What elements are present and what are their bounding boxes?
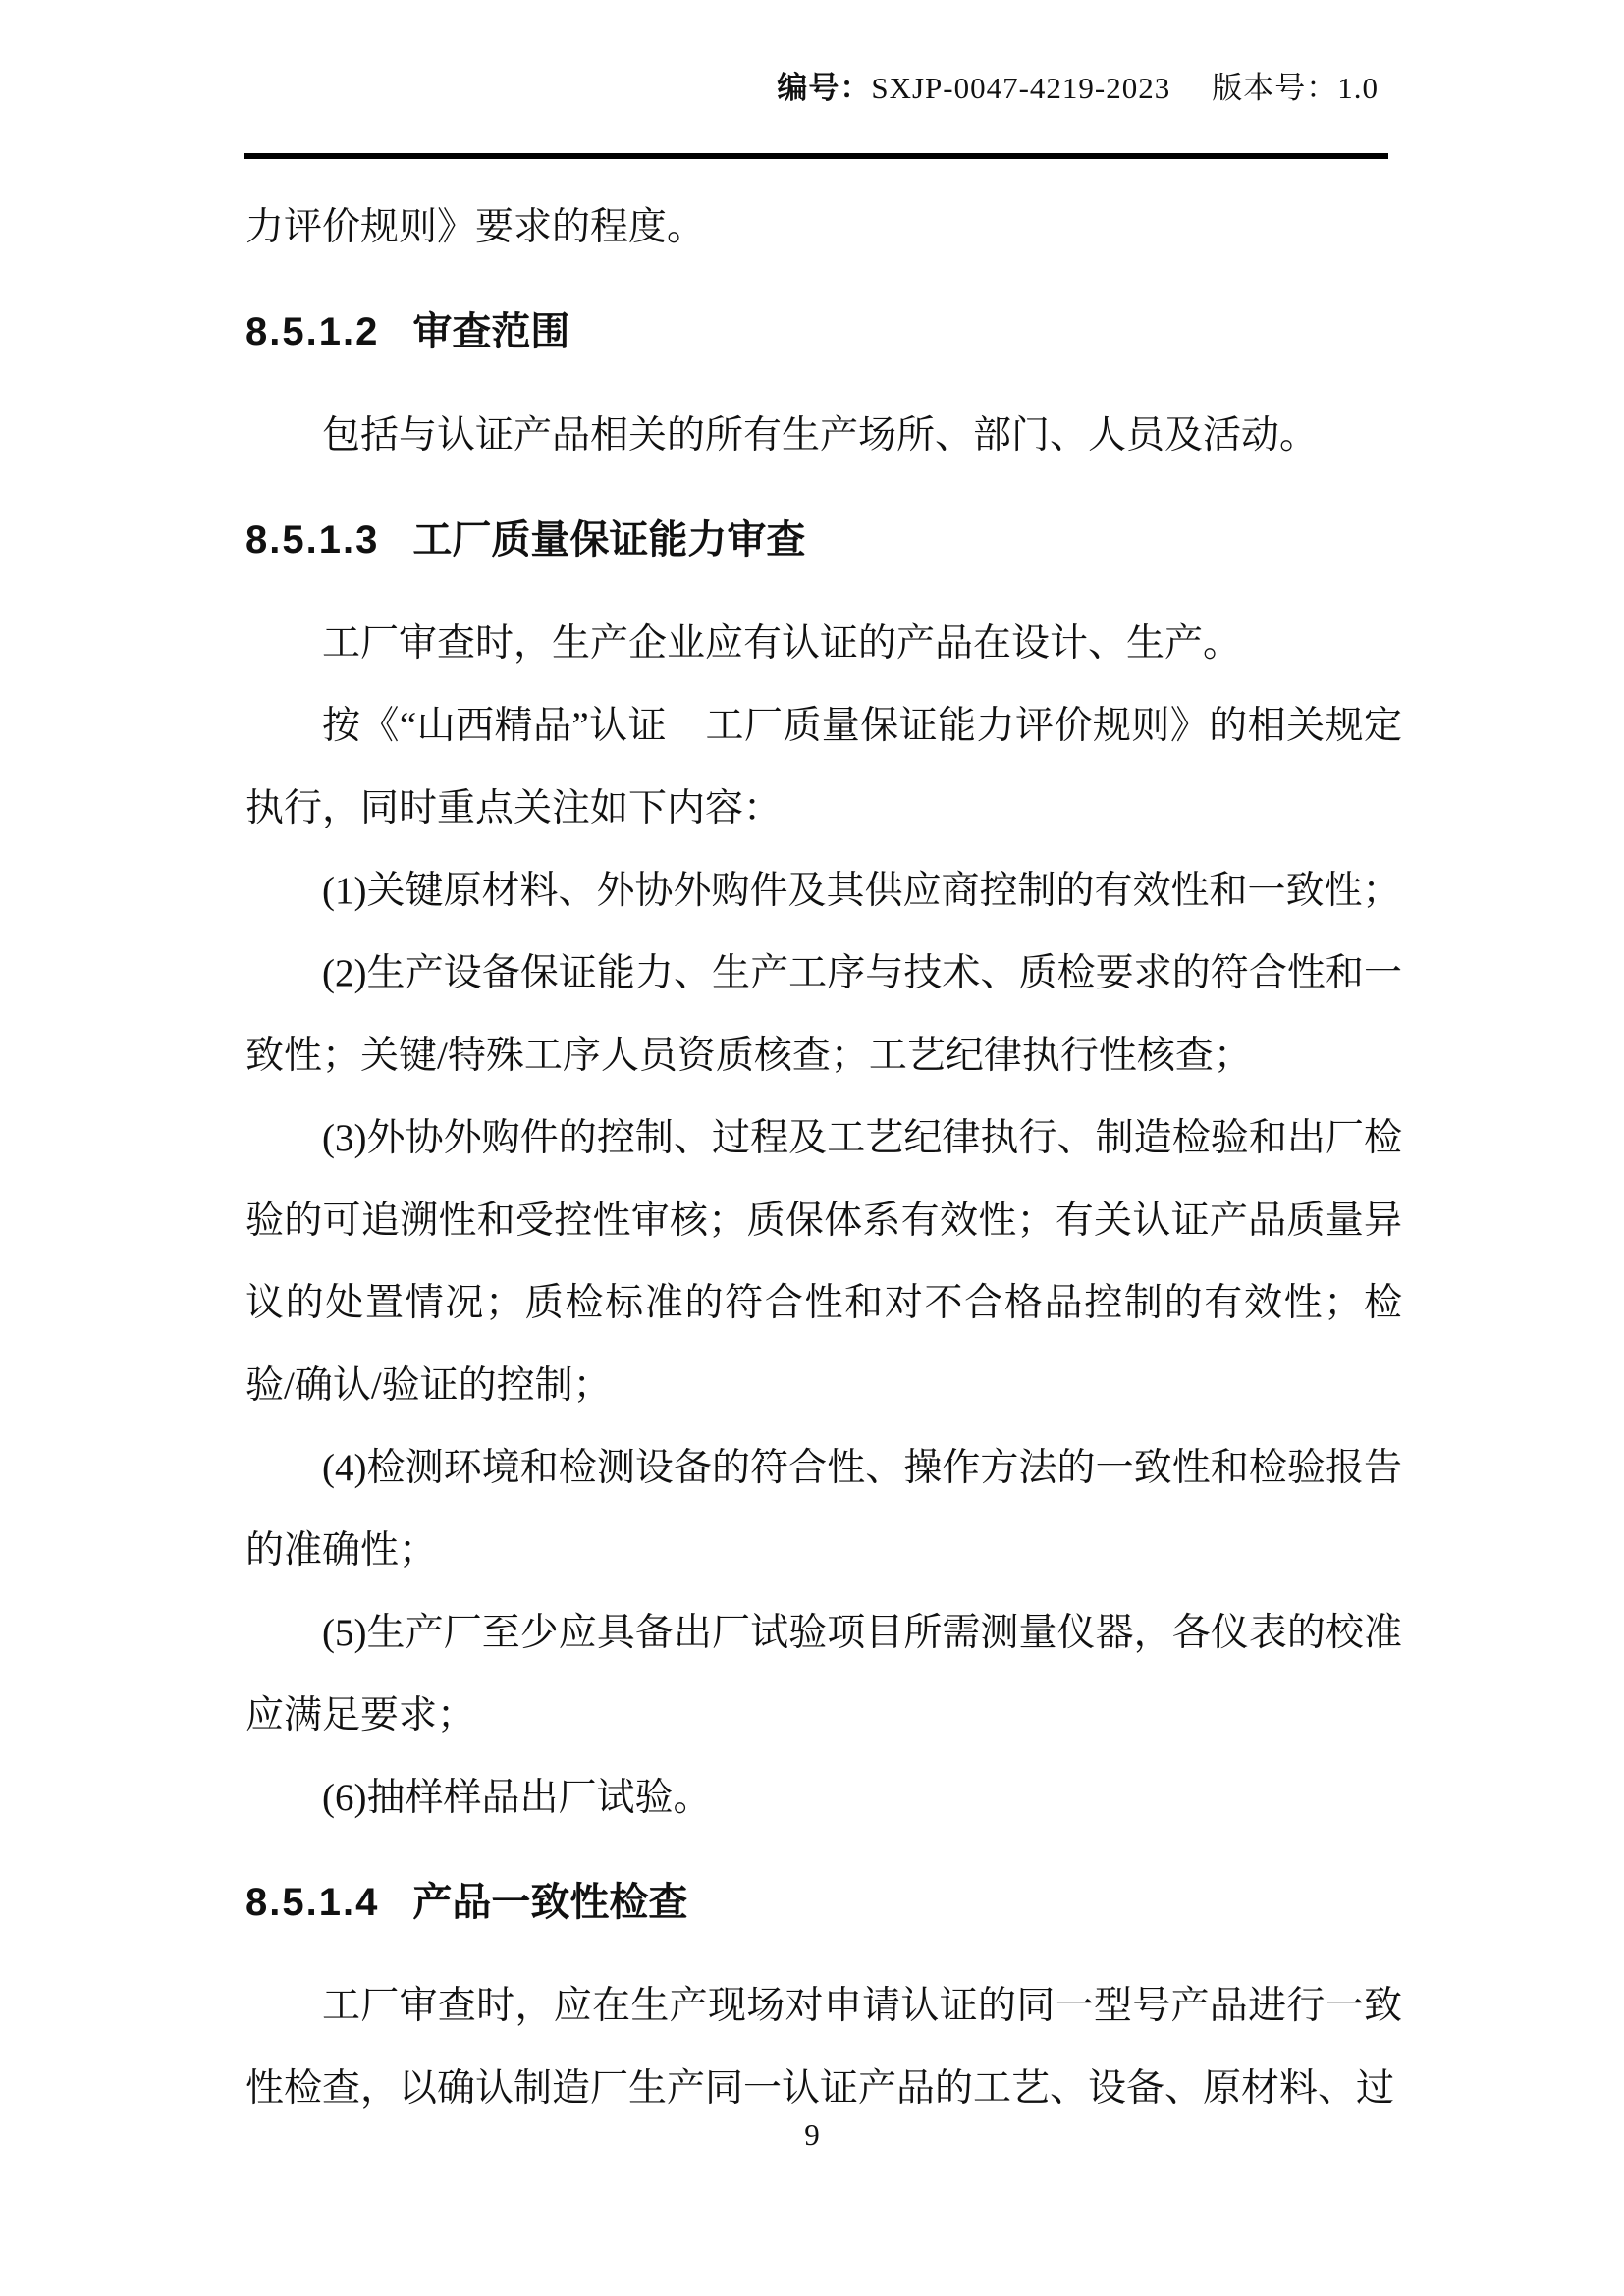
paragraph-factory-audit: 工厂审查时，生产企业应有认证的产品在设计、生产。 xyxy=(322,622,1242,665)
section-number: 8.5.1.4 xyxy=(245,1881,380,1924)
list-item-1: (1)关键原材料、外协外购件及其供应商控制的有效性和一致性； xyxy=(322,870,1401,912)
page-footer xyxy=(0,2115,1624,2155)
page-number: 9 xyxy=(804,2117,820,2152)
doc-number-value: SXJP-0047-4219-2023 xyxy=(871,71,1171,105)
paragraph-scope: 包括与认证产品相关的所有生产场所、部门、人员及活动。 xyxy=(322,414,1319,456)
section-heading-8-5-1-4 xyxy=(245,1861,1402,1944)
paragraph-rules-reference: 按《“山西精品”认证 工厂质量保证能力评价规则》的相关规定执行，同时重点关注如下内容： xyxy=(245,705,1402,829)
list-item-2: (2)生产设备保证能力、生产工序与技术、质检要求的符合性和一致性；关键/特殊工序人员资质核查；工艺纪律执行性核查； xyxy=(245,952,1402,1077)
paragraph-intro-tail: 力评价规则》要求的程度。 xyxy=(245,206,706,248)
paragraph-consistency: 工厂审查时，应在生产现场对申请认证的同一型号产品进行一致性检查，以确认制造厂生产同一认证产品的工艺、设备、原材料、过 xyxy=(245,1985,1402,2109)
document-body xyxy=(245,187,1402,2130)
list-item-6: (6)抽样样品出厂试验。 xyxy=(322,1777,712,1819)
list-item-5: (5)生产厂至少应具备出厂试验项目所需测量仪器，各仪表的校准应满足要求； xyxy=(245,1612,1402,1736)
version-value: 1.0 xyxy=(1337,71,1379,105)
version-label: 版本号： xyxy=(1212,71,1338,105)
document-header xyxy=(777,69,1379,108)
section-number: 8.5.1.3 xyxy=(245,518,380,561)
list-item-4: (4)检测环境和检测设备的符合性、操作方法的一致性和检验报告的准确性； xyxy=(245,1447,1402,1572)
section-title: 产品一致性检查 xyxy=(412,1881,688,1924)
header-rule xyxy=(244,153,1388,159)
section-number: 8.5.1.2 xyxy=(245,310,380,353)
section-title: 审查范围 xyxy=(412,310,570,353)
section-heading-8-5-1-3 xyxy=(245,499,1402,581)
list-item-3: (3)外协外购件的控制、过程及工艺纪律执行、制造检验和出厂检验的可追溯性和受控性审核；质保体系有效性；有关认证产品质量异议的处置情况；质检标准的符合性和对不合格品控制的有效性；检验/确认/验证的控制； xyxy=(245,1117,1402,1407)
doc-number-label: 编号： xyxy=(777,71,872,105)
section-heading-8-5-1-2 xyxy=(245,291,1402,373)
section-title: 工厂质量保证能力审查 xyxy=(412,518,806,561)
